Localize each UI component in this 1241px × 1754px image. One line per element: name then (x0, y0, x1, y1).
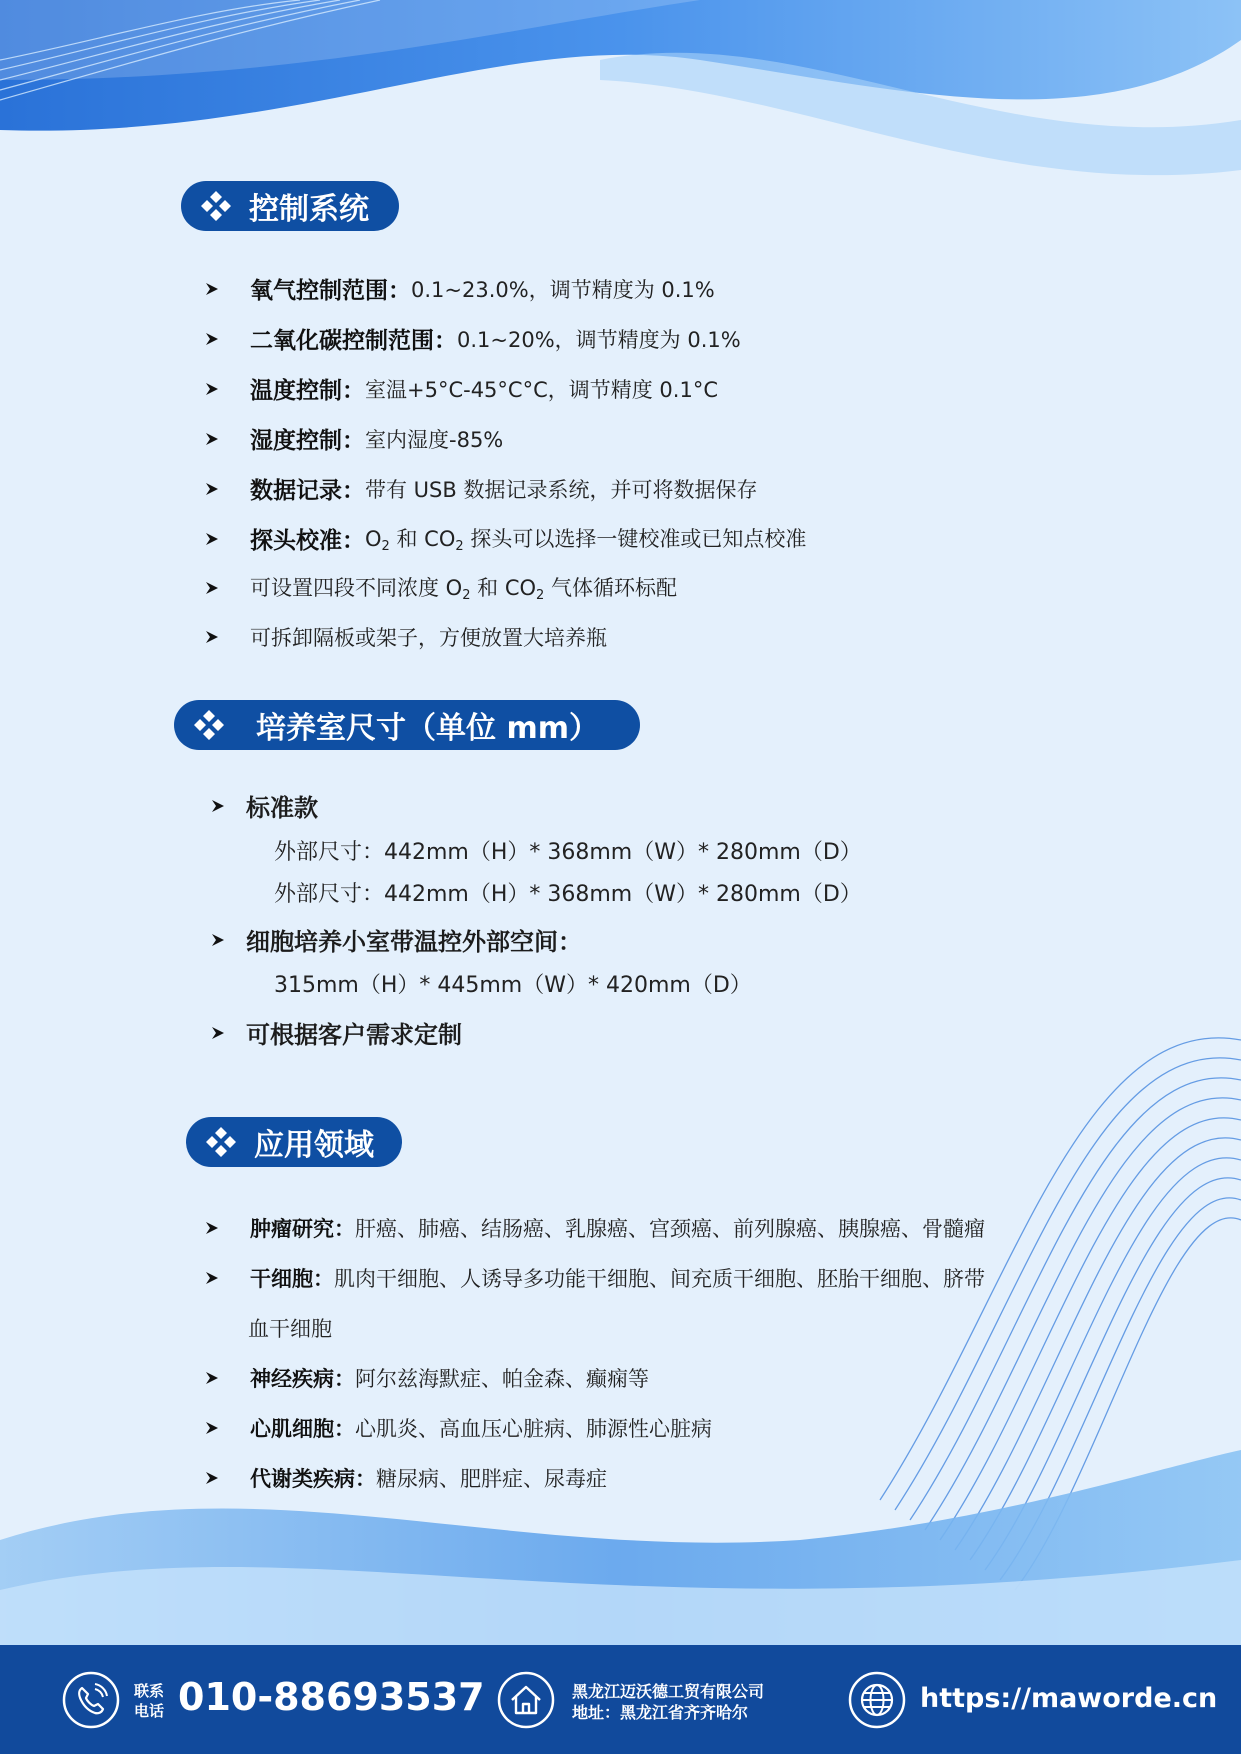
arrow-right-icon (204, 1270, 220, 1286)
website-link[interactable]: https://maworde.cn (920, 1683, 1218, 1714)
phone-number[interactable]: 010-88693537 (178, 1675, 485, 1719)
company-info (572, 1681, 764, 1723)
stem-cell-continuation: 血干细胞 (248, 1317, 332, 1341)
arrow-right-icon (204, 1370, 220, 1386)
item-label: 温度控制： (250, 378, 365, 404)
item-label: 代谢类疾病： (250, 1467, 376, 1491)
list-item-neuro (204, 1363, 649, 1393)
arrow-right-icon (204, 381, 220, 397)
item-label: 细胞培养小室带温控外部空间： (246, 928, 582, 956)
arrow-right-icon (204, 1470, 220, 1486)
standard-dimension-2: 外部尺寸：442mm（H）* 368mm（W）* 280mm（D） (274, 882, 862, 907)
item-label: 数据记录： (250, 478, 365, 504)
company-name: 黑龙江迈沃德工贸有限公司 (572, 1682, 765, 1701)
contact-label: 联系 电话 (134, 1682, 165, 1720)
arrow-right-icon (210, 932, 226, 948)
list-item-custom (210, 1015, 462, 1050)
arrow-right-icon (204, 629, 220, 645)
item-label: 心肌细胞： (250, 1417, 355, 1441)
arrow-right-icon (204, 431, 220, 447)
item-label: 标准款 (246, 794, 318, 822)
globe-icon (848, 1671, 906, 1729)
arrow-right-icon (210, 798, 226, 814)
item-value: 心肌炎、高血压心脏病、肺源性心脏病 (355, 1417, 712, 1441)
arrow-right-icon (204, 1220, 220, 1236)
item-value: 室内湿度-85% (365, 427, 504, 452)
item-label: 神经疾病： (250, 1367, 355, 1391)
item-value: $O_2$ 和 $CO_2$ 探头可以选择一键校准或已知点校准 (365, 527, 807, 554)
item-value: 肝癌、肺癌、结肠癌、乳腺癌、宫颈癌、前列腺癌、胰腺癌、骨髓瘤 (355, 1217, 985, 1241)
list-item-shelf (204, 622, 607, 652)
item-value: 可设置四段不同浓度 $O_2$ 和 $CO_2$ 气体循环标配 (250, 576, 678, 603)
diamond-icon (192, 708, 226, 742)
item-label: 氧气控制范围： (250, 278, 411, 304)
section-title: 培养室尺寸（单位 mm） (256, 711, 599, 746)
standard-dimension-1: 外部尺寸：442mm（H）* 368mm（W）* 280mm（D） (274, 840, 862, 865)
footer (0, 1645, 1241, 1754)
arrow-right-icon (204, 481, 220, 497)
list-item-humidity (204, 422, 503, 455)
item-label: 湿度控制： (250, 428, 365, 454)
item-value: 0.1~23.0%，调节精度为 0.1% (411, 277, 715, 302)
list-item-datalog (204, 472, 757, 505)
item-value: 阿尔兹海默症、帕金森、癫痫等 (355, 1367, 649, 1391)
home-icon (497, 1671, 555, 1729)
item-label: 二氧化碳控制范围： (250, 328, 457, 354)
list-item-cardio (204, 1413, 712, 1443)
list-item-temperature (204, 372, 718, 405)
arrow-right-icon (204, 331, 220, 347)
arrow-right-icon (204, 1420, 220, 1436)
section-header-control (181, 181, 399, 231)
arrow-right-icon (204, 531, 220, 547)
section-title: 应用领域 (254, 1128, 374, 1163)
list-item-metabolic (204, 1463, 607, 1493)
item-label: 探头校准： (250, 528, 365, 554)
list-item-tumor (204, 1213, 985, 1243)
section-title: 控制系统 (249, 192, 369, 227)
list-item-oxygen (204, 272, 715, 305)
item-value: 肌肉干细胞、人诱导多功能干细胞、间充质干细胞、胚胎干细胞、脐带 (334, 1267, 985, 1291)
item-value: 室温+5°C-45°C°C，调节精度 0.1°C (365, 377, 718, 402)
list-item-co2 (204, 322, 741, 355)
arrow-right-icon (210, 1025, 226, 1041)
item-value: 糖尿病、肥胖症、尿毒症 (376, 1467, 607, 1491)
list-item-standard (210, 788, 318, 823)
section-header-application (186, 1117, 402, 1167)
item-label: 肿瘤研究： (250, 1217, 355, 1241)
diamond-icon (204, 1125, 238, 1159)
company-address: 地址：黑龙江省齐齐哈尔 (572, 1703, 749, 1722)
item-label: 干细胞： (250, 1267, 334, 1291)
item-value: 0.1~20%，调节精度为 0.1% (457, 327, 741, 352)
list-item-probe (204, 522, 806, 555)
phone-icon (62, 1671, 120, 1729)
item-value: 带有 USB 数据记录系统，并可将数据保存 (365, 477, 758, 502)
arrow-right-icon (204, 580, 220, 596)
list-item-cell-room (210, 922, 582, 957)
item-label: 可根据客户需求定制 (246, 1021, 462, 1049)
arrow-right-icon (204, 281, 220, 297)
item-value: 可拆卸隔板或架子，方便放置大培养瓶 (250, 626, 607, 650)
list-item-gas-mix (204, 572, 677, 603)
diamond-icon (199, 189, 233, 223)
cell-room-dimension: 315mm（H）* 445mm（W）* 420mm（D） (274, 973, 752, 998)
section-header-chamber (174, 700, 640, 750)
list-item-stem-cell (204, 1263, 985, 1293)
